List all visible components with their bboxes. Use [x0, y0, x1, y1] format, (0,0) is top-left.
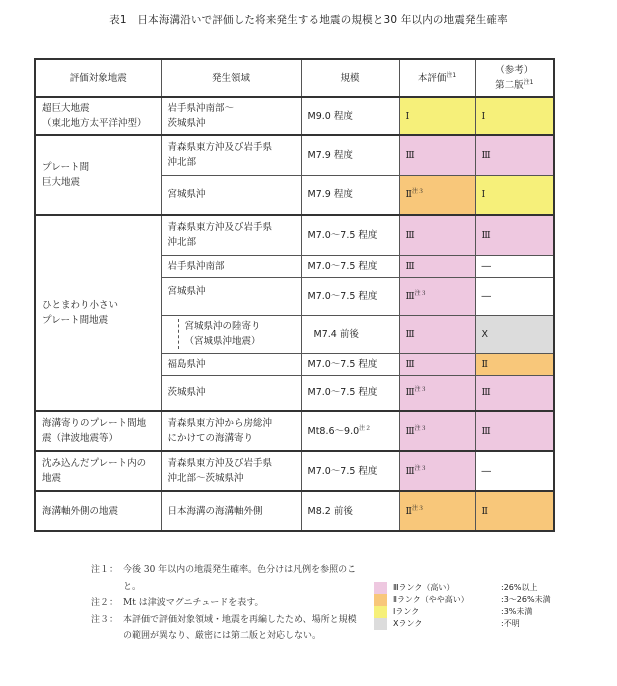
table-row [35, 97, 554, 135]
cell-scale: M7.9 程度 [301, 175, 399, 215]
header-region: 発生領域 [161, 59, 301, 97]
legend-swatch [374, 582, 387, 594]
cell-scale: M7.0～7.5 程度 [301, 451, 399, 491]
cell-eval: Ⅲ [399, 215, 475, 255]
cell-eval: Ⅲ [399, 255, 475, 277]
cell-eval: Ⅲ [399, 135, 475, 175]
cell-scale: M7.0～7.5 程度 [301, 375, 399, 411]
cell-eval: Ⅱ$^{注3}$ [399, 175, 475, 215]
cell-type: 沈み込んだプレート内の 地震 [35, 451, 161, 491]
cell-type: 海溝軸外側の地震 [35, 491, 161, 531]
cell-scale: M7.4 前後 [301, 315, 399, 353]
cell-scale: M7.0～7.5 程度 [301, 215, 399, 255]
cell-ref: Ⅱ [475, 491, 554, 531]
header-scale: 規模 [301, 59, 399, 97]
cell-region: 宮城県沖 [161, 277, 301, 315]
cell-ref: Ⅰ [475, 97, 554, 135]
cell-type: ひとまわり小さい プレート間地震 [35, 215, 161, 411]
table-title: 表1 日本海溝沿いで評価した将来発生する地震の規模と30 年以内の地震発生確率 [109, 14, 508, 26]
cell-eval: Ⅲ [399, 315, 475, 353]
header-type: 評価対象地震 [35, 59, 161, 97]
legend-swatch [374, 594, 387, 606]
cell-scale: M8.2 前後 [301, 491, 399, 531]
legend-item-rank1: Ⅰランク :3%未満 [374, 606, 551, 618]
earthquake-probability-table [34, 58, 555, 532]
cell-eval: Ⅰ [399, 97, 475, 135]
cell-scale: M7.0～7.5 程度 [301, 255, 399, 277]
cell-region: 岩手県沖南部 [161, 255, 301, 277]
cell-region: 岩手県沖南部～ 茨城県沖 [161, 97, 301, 135]
cell-region: 青森県東方沖から房総沖 にかけての海溝寄り [161, 411, 301, 451]
header-ref: （参考） 第二版$^{注1}$ [475, 59, 554, 97]
legend-item-rank2: Ⅱランク（やや高い） :3～26%未満 [374, 594, 551, 606]
table-row [35, 491, 554, 531]
cell-eval: Ⅲ$^{注3}$ [399, 451, 475, 491]
legend-swatch [374, 606, 387, 618]
table-row [35, 215, 554, 255]
notes-section [91, 562, 361, 645]
cell-scale: M7.0～7.5 程度 [301, 277, 399, 315]
cell-eval: Ⅲ$^{注3}$ [399, 277, 475, 315]
legend [374, 582, 551, 630]
cell-ref: ― [475, 277, 554, 315]
cell-ref: Ⅲ [475, 215, 554, 255]
cell-region: 宮城県沖 [161, 175, 301, 215]
cell-scale: Mt8.6～9.0$^{注2}$ [301, 411, 399, 451]
cell-type: プレート間 巨大地震 [35, 135, 161, 215]
cell-region: 宮城県沖の陸寄り （宮城県沖地震） [161, 315, 301, 353]
note-3: 注３： 本評価で評価対象領域・地震を再編したため、場所と規模の範囲が異なり、厳密には第二版と対応しない。 [91, 614, 357, 641]
note-1: 注１： 今後 30 年以内の地震発生確率。色分けは凡例を参照のこと。 [91, 565, 357, 592]
cell-scale: M9.0 程度 [301, 97, 399, 135]
cell-region: 福島県沖 [161, 353, 301, 375]
table-header-row [35, 59, 554, 97]
cell-region: 青森県東方沖及び岩手県 沖北部 [161, 135, 301, 175]
cell-region: 青森県東方沖及び岩手県 沖北部～茨城県沖 [161, 451, 301, 491]
cell-ref: Ⅲ [475, 411, 554, 451]
note-2: 注２： Mt は津波マグニチュードを表す。 [91, 598, 264, 608]
cell-scale: M7.0～7.5 程度 [301, 353, 399, 375]
cell-type: 海溝寄りのプレート間地 震（津波地震等） [35, 411, 161, 451]
cell-region: 茨城県沖 [161, 375, 301, 411]
table-row [35, 451, 554, 491]
cell-ref: ― [475, 451, 554, 491]
cell-region: 日本海溝の海溝軸外側 [161, 491, 301, 531]
cell-ref: Ⅱ [475, 353, 554, 375]
header-eval: 本評価$^{注1}$ [399, 59, 475, 97]
table-row [35, 135, 554, 175]
cell-eval: Ⅲ$^{注3}$ [399, 375, 475, 411]
cell-ref: Ⅰ [475, 175, 554, 215]
cell-region: 青森県東方沖及び岩手県 沖北部 [161, 215, 301, 255]
cell-eval: Ⅱ$^{注3}$ [399, 491, 475, 531]
cell-type: 超巨大地震 （東北地方太平洋沖型） [35, 97, 161, 135]
cell-eval: Ⅲ [399, 353, 475, 375]
table-row [35, 411, 554, 451]
cell-ref: Ⅲ [475, 375, 554, 411]
legend-item-rankx: Xランク :不明 [374, 618, 551, 630]
cell-scale: M7.9 程度 [301, 135, 399, 175]
legend-item-rank3: Ⅲランク（高い） :26%以上 [374, 582, 551, 594]
legend-swatch [374, 618, 387, 630]
cell-eval: Ⅲ$^{注3}$ [399, 411, 475, 451]
cell-ref: Ⅲ [475, 135, 554, 175]
cell-ref: ― [475, 255, 554, 277]
cell-ref: X [475, 315, 554, 353]
